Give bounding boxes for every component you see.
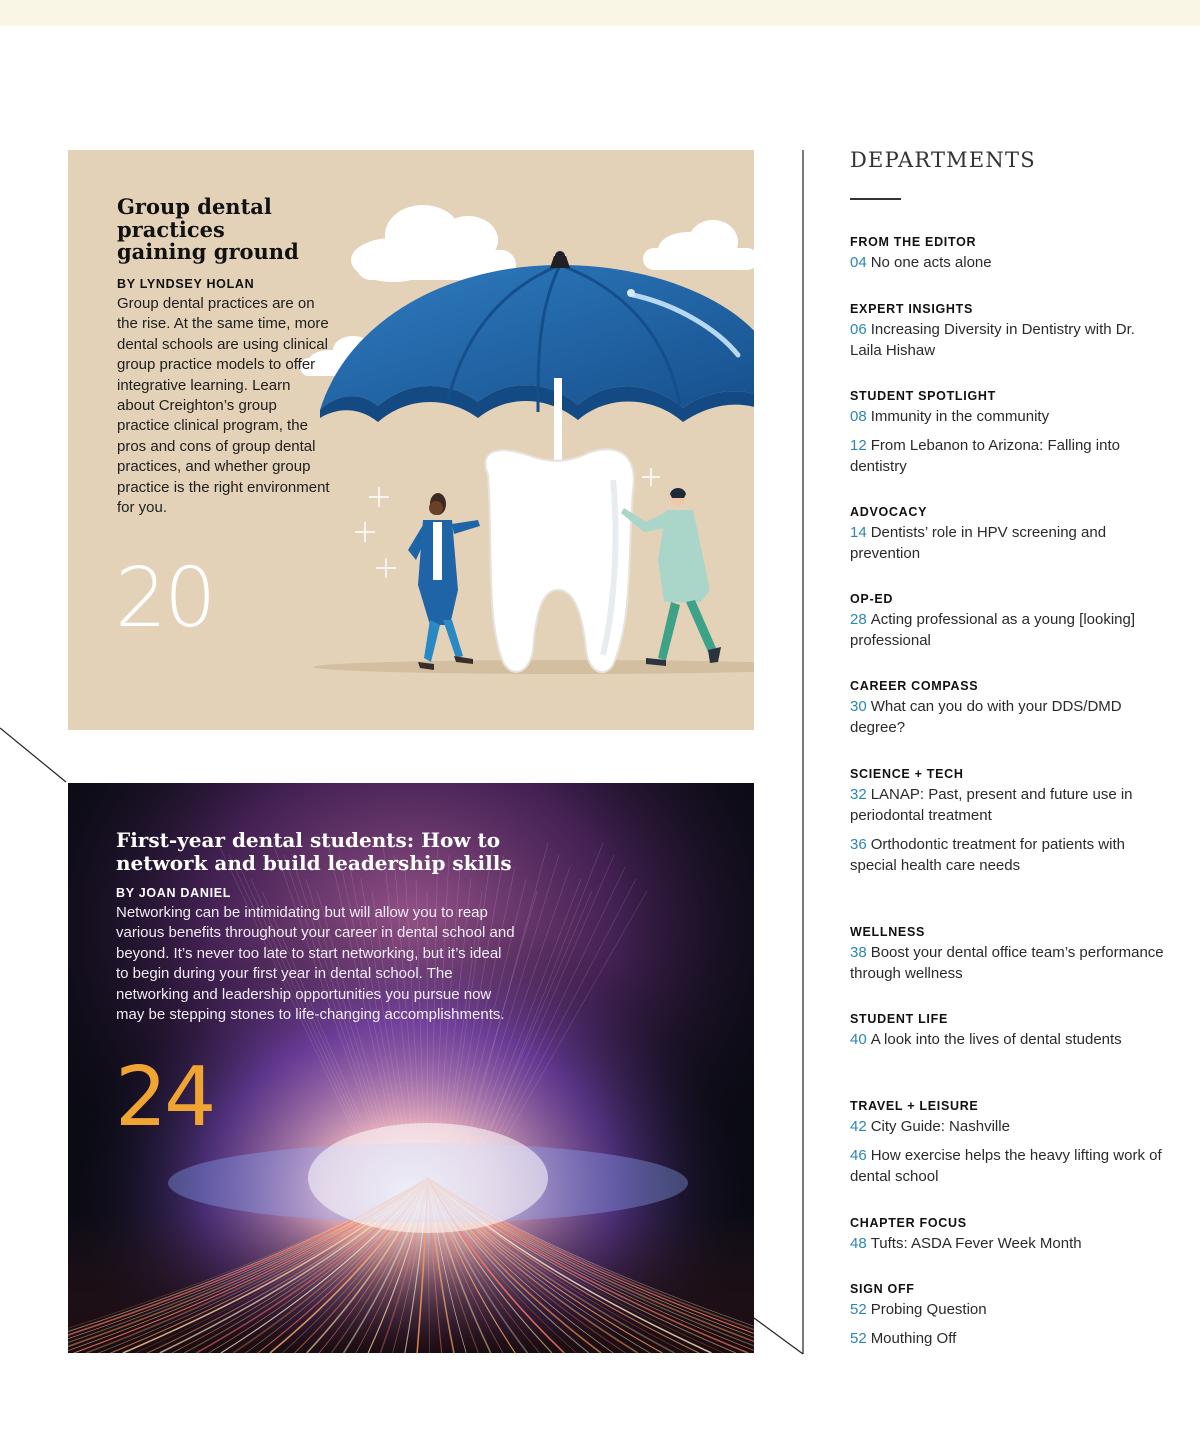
- section-label: WELLNESS: [850, 925, 926, 939]
- section-label: TRAVEL + LEISURE: [850, 1099, 979, 1113]
- toc-title: How exercise helps the heavy lifting work of dental school: [850, 1147, 1162, 1185]
- toc-entry[interactable]: [850, 1328, 1170, 1349]
- toc-title: Tufts: ASDA Fever Week Month: [870, 1235, 1082, 1252]
- department-section: [850, 1281, 1170, 1349]
- toc-title: Increasing Diversity in Dentistry with Dr. Laila Hishaw: [850, 321, 1135, 359]
- toc-title: What can you do with your DDS/DMD degree?: [850, 698, 1122, 736]
- feature-byline: BY JOAN DANIEL: [116, 886, 232, 900]
- divider-line: [754, 1318, 803, 1354]
- dentist-figure-illustration: [621, 488, 721, 666]
- toc-title: A look into the lives of dental students: [870, 1031, 1122, 1048]
- toc-entry[interactable]: [850, 1233, 1170, 1254]
- umbrella-illustration: [320, 251, 754, 470]
- feature-page-number[interactable]: 20: [115, 551, 214, 646]
- toc-entry[interactable]: [850, 609, 1170, 651]
- department-section: [850, 678, 1170, 738]
- section-label: OP-ED: [850, 592, 894, 606]
- toc-entry[interactable]: [850, 784, 1170, 826]
- feature-group-dental-practices[interactable]: [68, 150, 754, 730]
- toc-title: Orthodontic treatment for patients with special health care needs: [850, 836, 1125, 874]
- departments-list: [850, 148, 1170, 1347]
- toc-title: Acting professional as a young [looking] professional: [850, 611, 1136, 649]
- toc-entry[interactable]: [850, 834, 1170, 876]
- toc-title: From Lebanon to Arizona: Falling into dentistry: [850, 437, 1120, 475]
- department-section: [850, 388, 1170, 477]
- dentist-figure-illustration: [408, 493, 480, 670]
- feature-summary: Networking can be intimidating but will allow you to reap various benefits throughout your career in dental school and beyond. It’s never too late to start networking, but it’s ideal to begin during your first year in dental school. The networking and leadership opportunities you pursue now may be stepping stones to life-changing accomplishments.: [116, 904, 515, 1024]
- section-label: CAREER COMPASS: [850, 679, 979, 693]
- toc-page-number: 32: [850, 786, 867, 803]
- feature-page-number[interactable]: 24: [115, 1050, 214, 1145]
- toc-title: Mouthing Off: [870, 1330, 957, 1347]
- department-section: [850, 301, 1170, 361]
- toc-entry[interactable]: [850, 522, 1170, 564]
- feature-byline: BY LYNDSEY HOLAN: [117, 277, 255, 291]
- toc-page-number: 42: [850, 1118, 867, 1135]
- toc-title: LANAP: Past, present and future use in periodontal treatment: [850, 786, 1133, 824]
- feature-networking-leadership[interactable]: [68, 783, 754, 1353]
- toc-title: City Guide: Nashville: [870, 1118, 1010, 1135]
- top-band: [0, 0, 1200, 26]
- toc-entry[interactable]: [850, 1299, 1170, 1320]
- toc-page-number: 52: [850, 1301, 867, 1318]
- section-label: SIGN OFF: [850, 1282, 915, 1296]
- department-section: [850, 1011, 1170, 1050]
- toc-title: No one acts alone: [870, 254, 992, 271]
- cloud-icon: [643, 220, 754, 270]
- toc-page-number: 30: [850, 698, 867, 715]
- toc-page-number: 12: [850, 437, 867, 454]
- department-section: [850, 1098, 1170, 1187]
- toc-page-number: 40: [850, 1031, 867, 1048]
- cloud-icon: [351, 205, 516, 282]
- section-label: SCIENCE + TECH: [850, 767, 964, 781]
- section-label: ADVOCACY: [850, 505, 928, 519]
- department-section: [850, 504, 1170, 564]
- toc-title: Immunity in the community: [870, 408, 1050, 425]
- toc-entry[interactable]: [850, 1116, 1170, 1137]
- toc-title: Dentists’ role in HPV screening and prevention: [850, 524, 1107, 562]
- toc-title: Probing Question: [870, 1301, 987, 1318]
- toc-entry[interactable]: [850, 252, 1170, 273]
- department-section: [850, 591, 1170, 651]
- toc-entry[interactable]: [850, 1029, 1170, 1050]
- section-label: EXPERT INSIGHTS: [850, 302, 974, 316]
- divider-line: [0, 728, 66, 782]
- feature-title[interactable]: Group dental practices gaining ground: [117, 194, 299, 264]
- feature-summary: Group dental practices are on the rise. At the same time, more dental schools are using clinical group practice models to offer integrative learning. Learn about Creighton’s group practice clinical program, the pros and cons of group dental practices, and whether group practice is the right environment for you.: [117, 295, 330, 517]
- toc-page-number: 52: [850, 1330, 867, 1347]
- toc-page-number: 38: [850, 944, 867, 961]
- toc-page-number: 28: [850, 611, 867, 628]
- department-section: [850, 766, 1170, 876]
- toc-page-number: 04: [850, 254, 867, 271]
- feature-title[interactable]: First-year dental students: How to network and build leadership skills: [116, 828, 512, 875]
- toc-page-number: 36: [850, 836, 867, 853]
- toc-entry[interactable]: [850, 435, 1170, 477]
- toc-entry[interactable]: [850, 319, 1170, 361]
- section-label: CHAPTER FOCUS: [850, 1216, 967, 1230]
- toc-page-number: 48: [850, 1235, 867, 1252]
- toc-entry[interactable]: [850, 696, 1170, 738]
- department-section: [850, 924, 1170, 984]
- section-label: STUDENT SPOTLIGHT: [850, 389, 996, 403]
- departments-heading: DEPARTMENTS: [850, 148, 1036, 172]
- department-section: [850, 1215, 1170, 1254]
- toc-page-number: 46: [850, 1147, 867, 1164]
- toc-entry[interactable]: [850, 942, 1170, 984]
- toc-entry[interactable]: [850, 1145, 1170, 1187]
- section-label: FROM THE EDITOR: [850, 235, 977, 249]
- toc-page-number: 08: [850, 408, 867, 425]
- section-label: STUDENT LIFE: [850, 1012, 948, 1026]
- toc-page-number: 14: [850, 524, 867, 541]
- toc-entry[interactable]: [850, 406, 1170, 427]
- department-section: [850, 234, 1170, 273]
- heading-rule: [850, 198, 901, 200]
- ground-shadow: [313, 660, 754, 674]
- toc-page-number: 06: [850, 321, 867, 338]
- toc-title: Boost your dental office team’s performance through wellness: [850, 944, 1164, 982]
